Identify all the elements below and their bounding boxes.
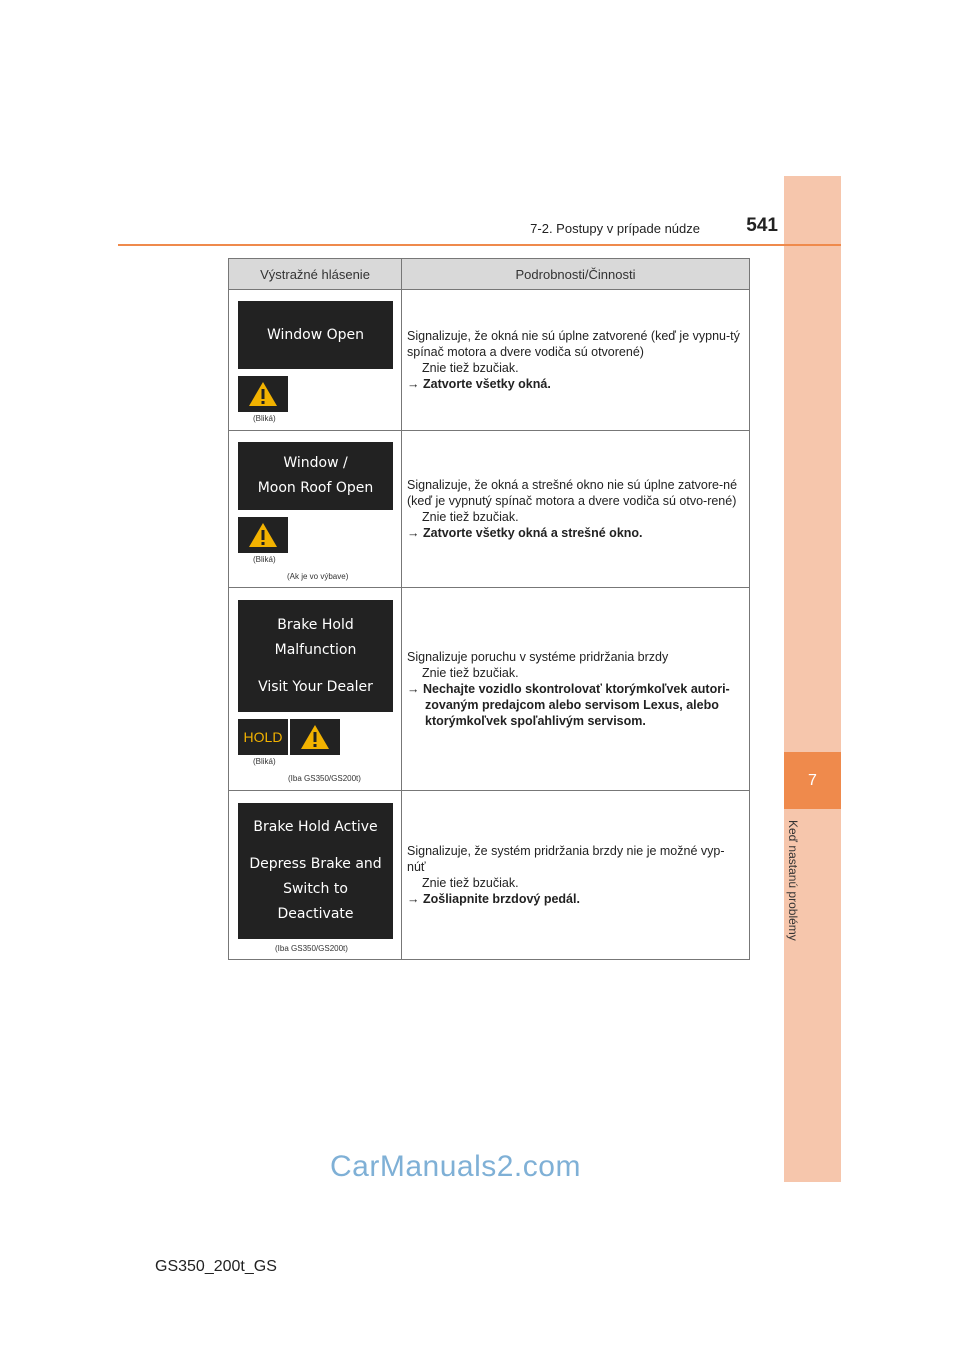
arrow-icon: → <box>407 682 420 696</box>
equipment-note: (Ak je vo výbave) <box>287 572 349 581</box>
table-row <box>229 431 750 588</box>
warning-image-cell <box>229 431 402 588</box>
arrow-icon: → <box>407 526 420 540</box>
buzzer-text: Znie tiež bzučiak. <box>422 666 519 680</box>
chapter-label: Keď nastanú problémy <box>786 820 800 941</box>
display-screen <box>238 803 393 939</box>
watermark: CarManuals2.com <box>330 1150 581 1183</box>
col-header-message: Výstražné hlásenie <box>229 259 402 290</box>
page-number: 541 <box>746 215 778 236</box>
screen-line: Visit Your Dealer <box>258 678 373 695</box>
display-screen <box>238 442 393 510</box>
buzzer-text: Znie tiež bzučiak. <box>422 876 519 890</box>
table-header-row <box>229 259 750 290</box>
model-note: (Iba GS350/GS200t) <box>288 774 361 783</box>
action-text: Zatvorte všetky okná. <box>422 377 551 391</box>
flash-note: (Bliká) <box>253 757 276 766</box>
warning-triangle-icon <box>238 376 288 412</box>
chapter-side-tab <box>784 176 841 1182</box>
screen-line: Malfunction <box>274 641 357 658</box>
details-text: Signalizuje, že systém pridržania brzdy nie je možné vyp-núť <box>407 844 725 874</box>
warning-image-cell <box>229 791 402 960</box>
action-text: Zošliapnite brzdový pedál. <box>422 892 580 906</box>
details-cell <box>402 588 750 791</box>
details-cell <box>402 290 750 431</box>
buzzer-text: Znie tiež bzučiak. <box>422 361 519 375</box>
action-text: Zatvorte všetky okná a strešné okno. <box>422 526 643 540</box>
display-screen <box>238 301 393 369</box>
screen-line: Moon Roof Open <box>257 480 374 496</box>
details-cell <box>402 791 750 960</box>
screen-line: Brake Hold Active <box>253 819 378 835</box>
warning-image-cell <box>229 588 402 791</box>
details-text: Signalizuje poruchu v systéme pridržania brzdy <box>407 650 669 664</box>
model-note: (Iba GS350/GS200t) <box>275 944 348 953</box>
flash-note: (Bliká) <box>253 414 276 423</box>
screen-line: Switch to <box>283 881 348 897</box>
warning-triangle-icon <box>290 719 340 755</box>
details-text: Signalizuje, že okná a strešné okno nie sú úplne zatvore-né (keď je vypnutý spínač motora a dvere vodiča sú otvo-rené) <box>407 478 738 508</box>
flash-note: (Bliká) <box>253 555 276 564</box>
section-title: 7-2. Postupy v prípade núdze <box>530 221 700 236</box>
buzzer-text: Znie tiež bzučiak. <box>422 510 519 524</box>
screen-line: Brake Hold <box>277 616 354 633</box>
table-row <box>229 791 750 960</box>
warning-triangle-icon <box>238 517 288 553</box>
screen-line: Window / <box>283 455 348 471</box>
header-rule <box>118 244 841 246</box>
screen-line: Deactivate <box>277 906 354 922</box>
display-screen <box>238 600 393 712</box>
details-cell <box>402 431 750 588</box>
arrow-icon: → <box>407 377 420 391</box>
chapter-number: 7 <box>784 752 841 809</box>
warning-image-cell <box>229 290 402 431</box>
screen-line: Depress Brake and <box>249 856 382 872</box>
table-row <box>229 588 750 791</box>
col-header-details: Podrobnosti/Činnosti <box>402 259 750 290</box>
table-row <box>229 290 750 431</box>
details-text: Signalizuje, že okná nie sú úplne zatvorené (keď je vypnu-tý spínač motora a dvere vodiča sú otvorené) <box>407 329 740 359</box>
screen-line: Window Open <box>266 326 365 343</box>
brake-hold-icon: HOLD <box>238 719 288 755</box>
warning-table <box>228 258 750 960</box>
action-text: Nechajte vozidlo skontrolovať ktorýmkoľvek autori-zovaným predajcom alebo servisom Lexus, alebo ktorýmkoľvek spoľahlivým servisom. <box>422 682 730 728</box>
arrow-icon: → <box>407 892 420 906</box>
footer-model: GS350_200t_GS <box>155 1258 277 1275</box>
